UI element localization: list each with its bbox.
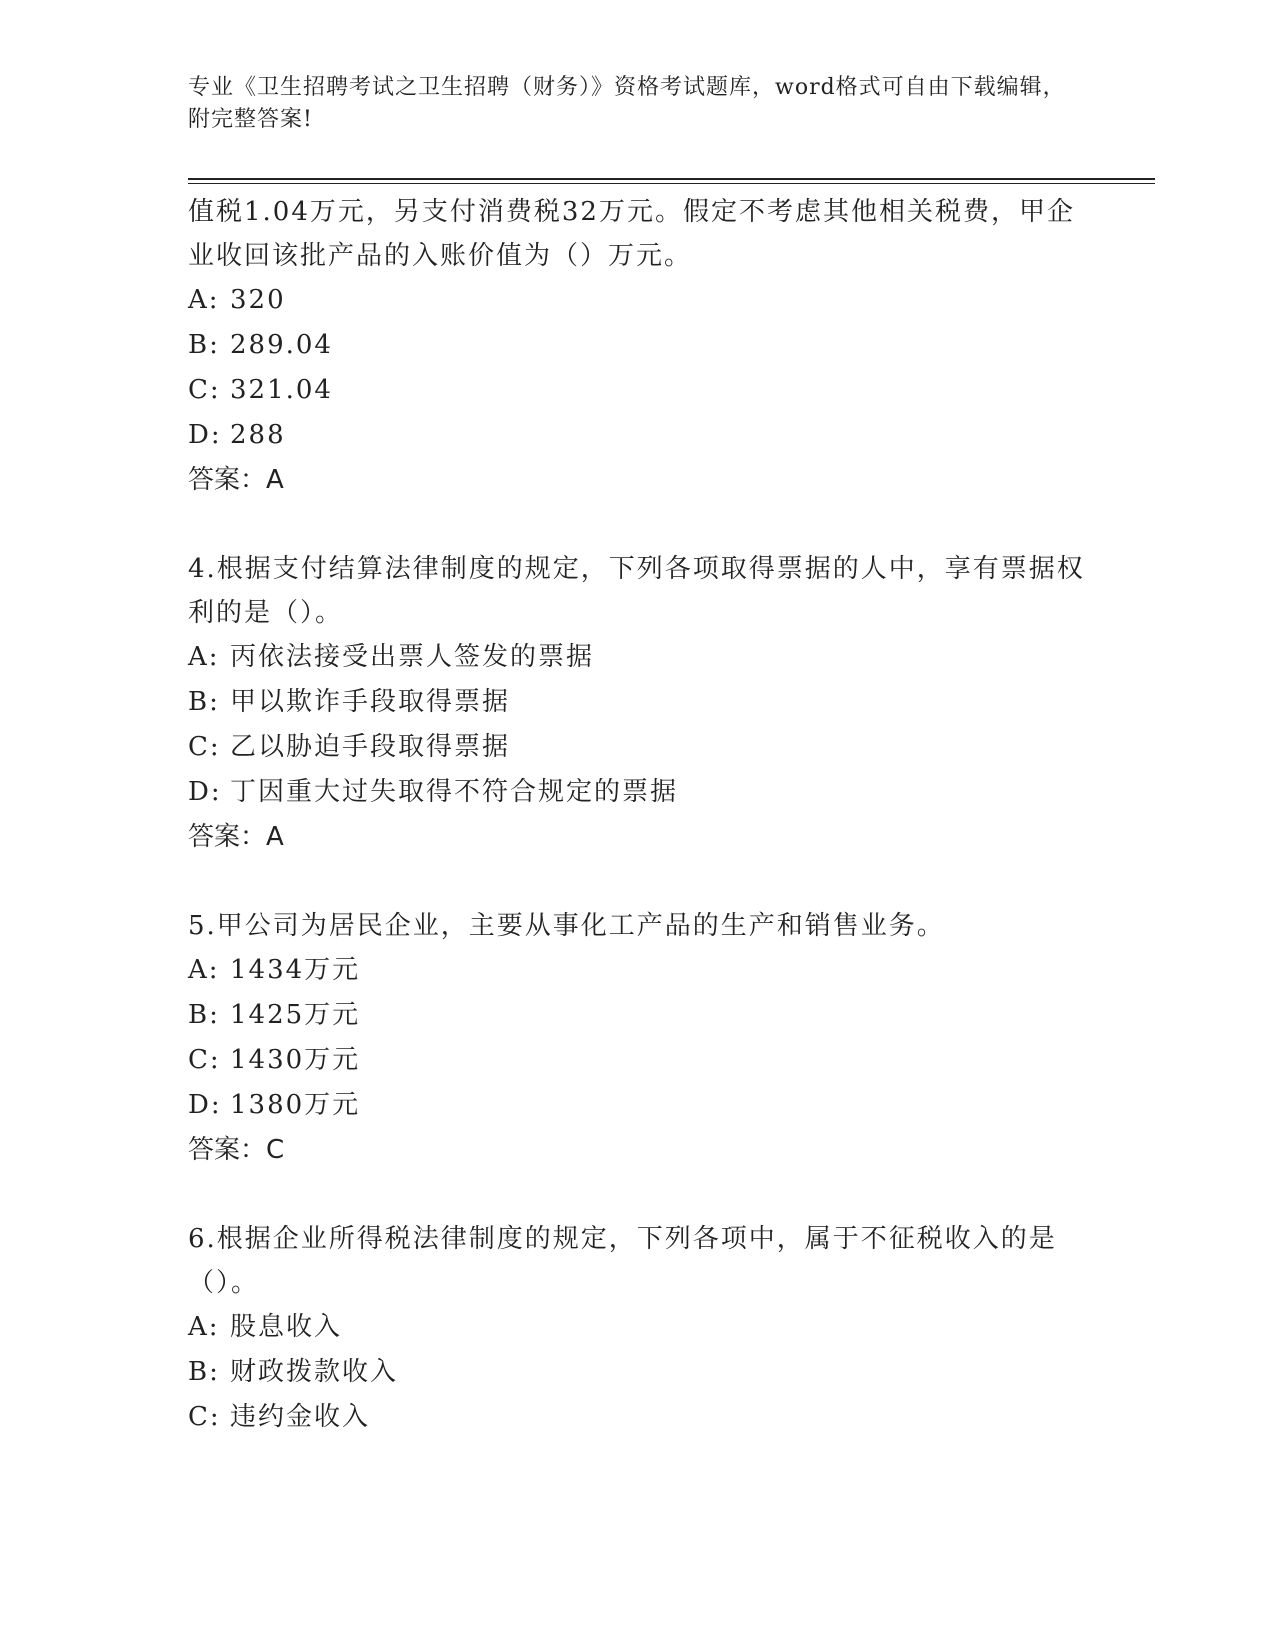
question-block [188, 547, 1088, 860]
question-text: 值税1.04万元，另支付消费税32万元。假定不考虑其他相关税费，甲企业收回该批产品的入账价值为（）万元。 [188, 197, 1075, 271]
header-rule-thick [188, 178, 1155, 180]
option-d: D: 1380万元 [188, 1090, 361, 1120]
answer-line: 答案：C [188, 1135, 285, 1165]
option-b: B: 1425万元 [188, 1000, 361, 1030]
question-block [188, 1217, 1088, 1440]
option-a: A: 股息收入 [188, 1312, 343, 1342]
option-b: B: 财政拨款收入 [188, 1357, 399, 1387]
question-block [188, 190, 1088, 503]
option-d: D: 丁因重大过失取得不符合规定的票据 [188, 777, 679, 807]
question-text: 4.根据支付结算法律制度的规定，下列各项取得票据的人中，享有票据权利的是（）。 [188, 554, 1085, 628]
document-header: 专业《卫生招聘考试之卫生招聘（财务）》资格考试题库，word格式可自由下载编辑，附完整答案! [188, 75, 1066, 132]
option-a: A: 320 [188, 285, 286, 315]
option-b: B: 甲以欺诈手段取得票据 [188, 687, 511, 717]
answer-line: 答案：A [188, 822, 284, 852]
option-c: C: 1430万元 [188, 1045, 361, 1075]
option-c: C: 乙以胁迫手段取得票据 [188, 732, 511, 762]
option-a: A: 1434万元 [188, 955, 361, 985]
option-a: A: 丙依法接受出票人签发的票据 [188, 642, 595, 672]
option-c: C: 321.04 [188, 375, 333, 405]
question-list [188, 190, 1088, 1440]
option-c: C: 违约金收入 [188, 1402, 371, 1432]
question-text: 5.甲公司为居民企业，主要从事化工产品的生产和销售业务。 [188, 911, 945, 941]
question-block [188, 904, 1088, 1173]
header-rule-thin [188, 183, 1155, 184]
question-text: 6.根据企业所得税法律制度的规定，下列各项中，属于不征税收入的是（）。 [188, 1224, 1057, 1298]
option-d: D: 288 [188, 420, 286, 450]
option-b: B: 289.04 [188, 330, 333, 360]
answer-line: 答案：A [188, 465, 284, 495]
